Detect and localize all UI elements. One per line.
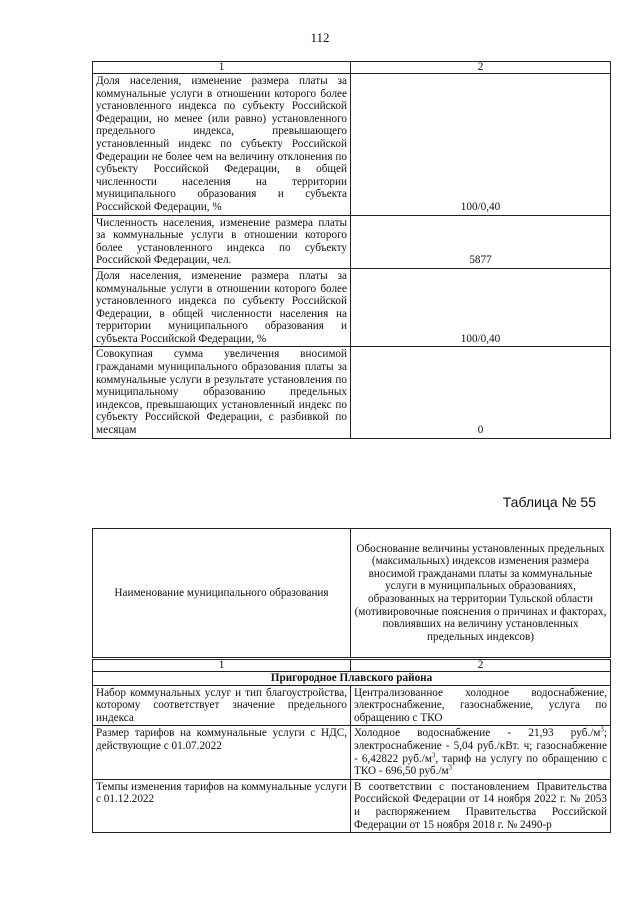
row-label: Численность населения, изменение размера платы за коммунальные услуги в отношении которого более установленного индекса по субъекту Российской Федерации, чел. — [93, 215, 351, 268]
column-number: 1 — [93, 659, 351, 672]
row-value: 5877 — [351, 215, 611, 268]
row-label: Размер тарифов на коммунальные услуги с НДС, действующие с 01.07.2022 — [93, 726, 351, 779]
row-label: Доля населения, изменение размера платы за коммунальные услуги в отношении которого более установленного индекса по субъекту Российской Федерации, но менее (или равно) установленного предельного индекса, превышающего установленный индекс по субъекту Российской Федерации не более чем на величину отклонения по субъекту Российской Федерации, в общей численности населения на территории муниципального образования и субъекта Российской Федерации, % — [93, 74, 351, 216]
justification-table — [92, 528, 611, 833]
table-row — [93, 726, 611, 779]
table-row — [93, 74, 611, 216]
row-value: Холодное водоснабжение - 21,93 $руб./м^3$; электроснабжение - 5,04 руб./кВт. ч; газоснабжение - 6,42822 $руб./м^3$, тариф на услугу по обращению с ТКО - 696,50 $руб./м^3$ — [351, 726, 611, 779]
column-number: 2 — [351, 659, 611, 672]
row-label: Набор коммунальных услуг и тип благоустройства, которому соответствует значение предельного индекса — [93, 685, 351, 726]
table-row — [93, 268, 611, 347]
page-number: 112 — [310, 30, 330, 45]
table-caption: Таблица № 55 — [502, 494, 596, 510]
column-number-row — [93, 62, 611, 74]
row-value: 100/0,40 — [351, 268, 611, 347]
section-title: Пригородное Плавского района — [93, 672, 611, 686]
row-value: 0 — [351, 347, 611, 438]
header-row — [93, 529, 611, 659]
table-row — [93, 215, 611, 268]
header-justification: Обоснование величины установленных предельных (максимальных) индексов изменения размера вносимой гражданами платы за коммунальные услуги в муниципальных образованиях, образованных на территории Тульской области (мотивировочные пояснения о причинах и факторах, повлиявших на величину установленных предельных индексов) — [351, 529, 611, 659]
table-row — [93, 779, 611, 832]
table-row — [93, 347, 611, 438]
row-label: Доля населения, изменение размера платы за коммунальные услуги в отношении которого более установленного индекса по субъекту Российской Федерации, в общей численности населения на территории муниципального образования и субъекта Российской Федерации, % — [93, 268, 351, 347]
header-municipality: Наименование муниципального образования — [93, 529, 351, 659]
section-row — [93, 672, 611, 686]
indicators-table — [92, 61, 611, 439]
row-value: 100/0,40 — [351, 74, 611, 216]
table-row — [93, 685, 611, 726]
row-label: Темпы изменения тарифов на коммунальные услуги с 01.12.2022 — [93, 779, 351, 832]
column-number-row — [93, 659, 611, 672]
row-value: Централизованное холодное водоснабжение, электроснабжение, газоснабжение, услуга по обращению с ТКО — [351, 685, 611, 726]
column-number: 1 — [93, 62, 351, 74]
row-value: В соответствии с постановлением Правительства Российской Федерации от 14 ноября 2022 г. № 2053 и распоряжением Правительства Российской Федерации от 15 ноября 2018 г. № 2490-р — [351, 779, 611, 832]
row-label: Совокупная сумма увеличения вносимой гражданами муниципального образования платы за коммунальные услуги в результате установления по муниципальному образованию предельных индексов, превышающих установленный индекс по субъекту Российской Федерации, с разбивкой по месяцам — [93, 347, 351, 438]
column-number: 2 — [351, 62, 611, 74]
